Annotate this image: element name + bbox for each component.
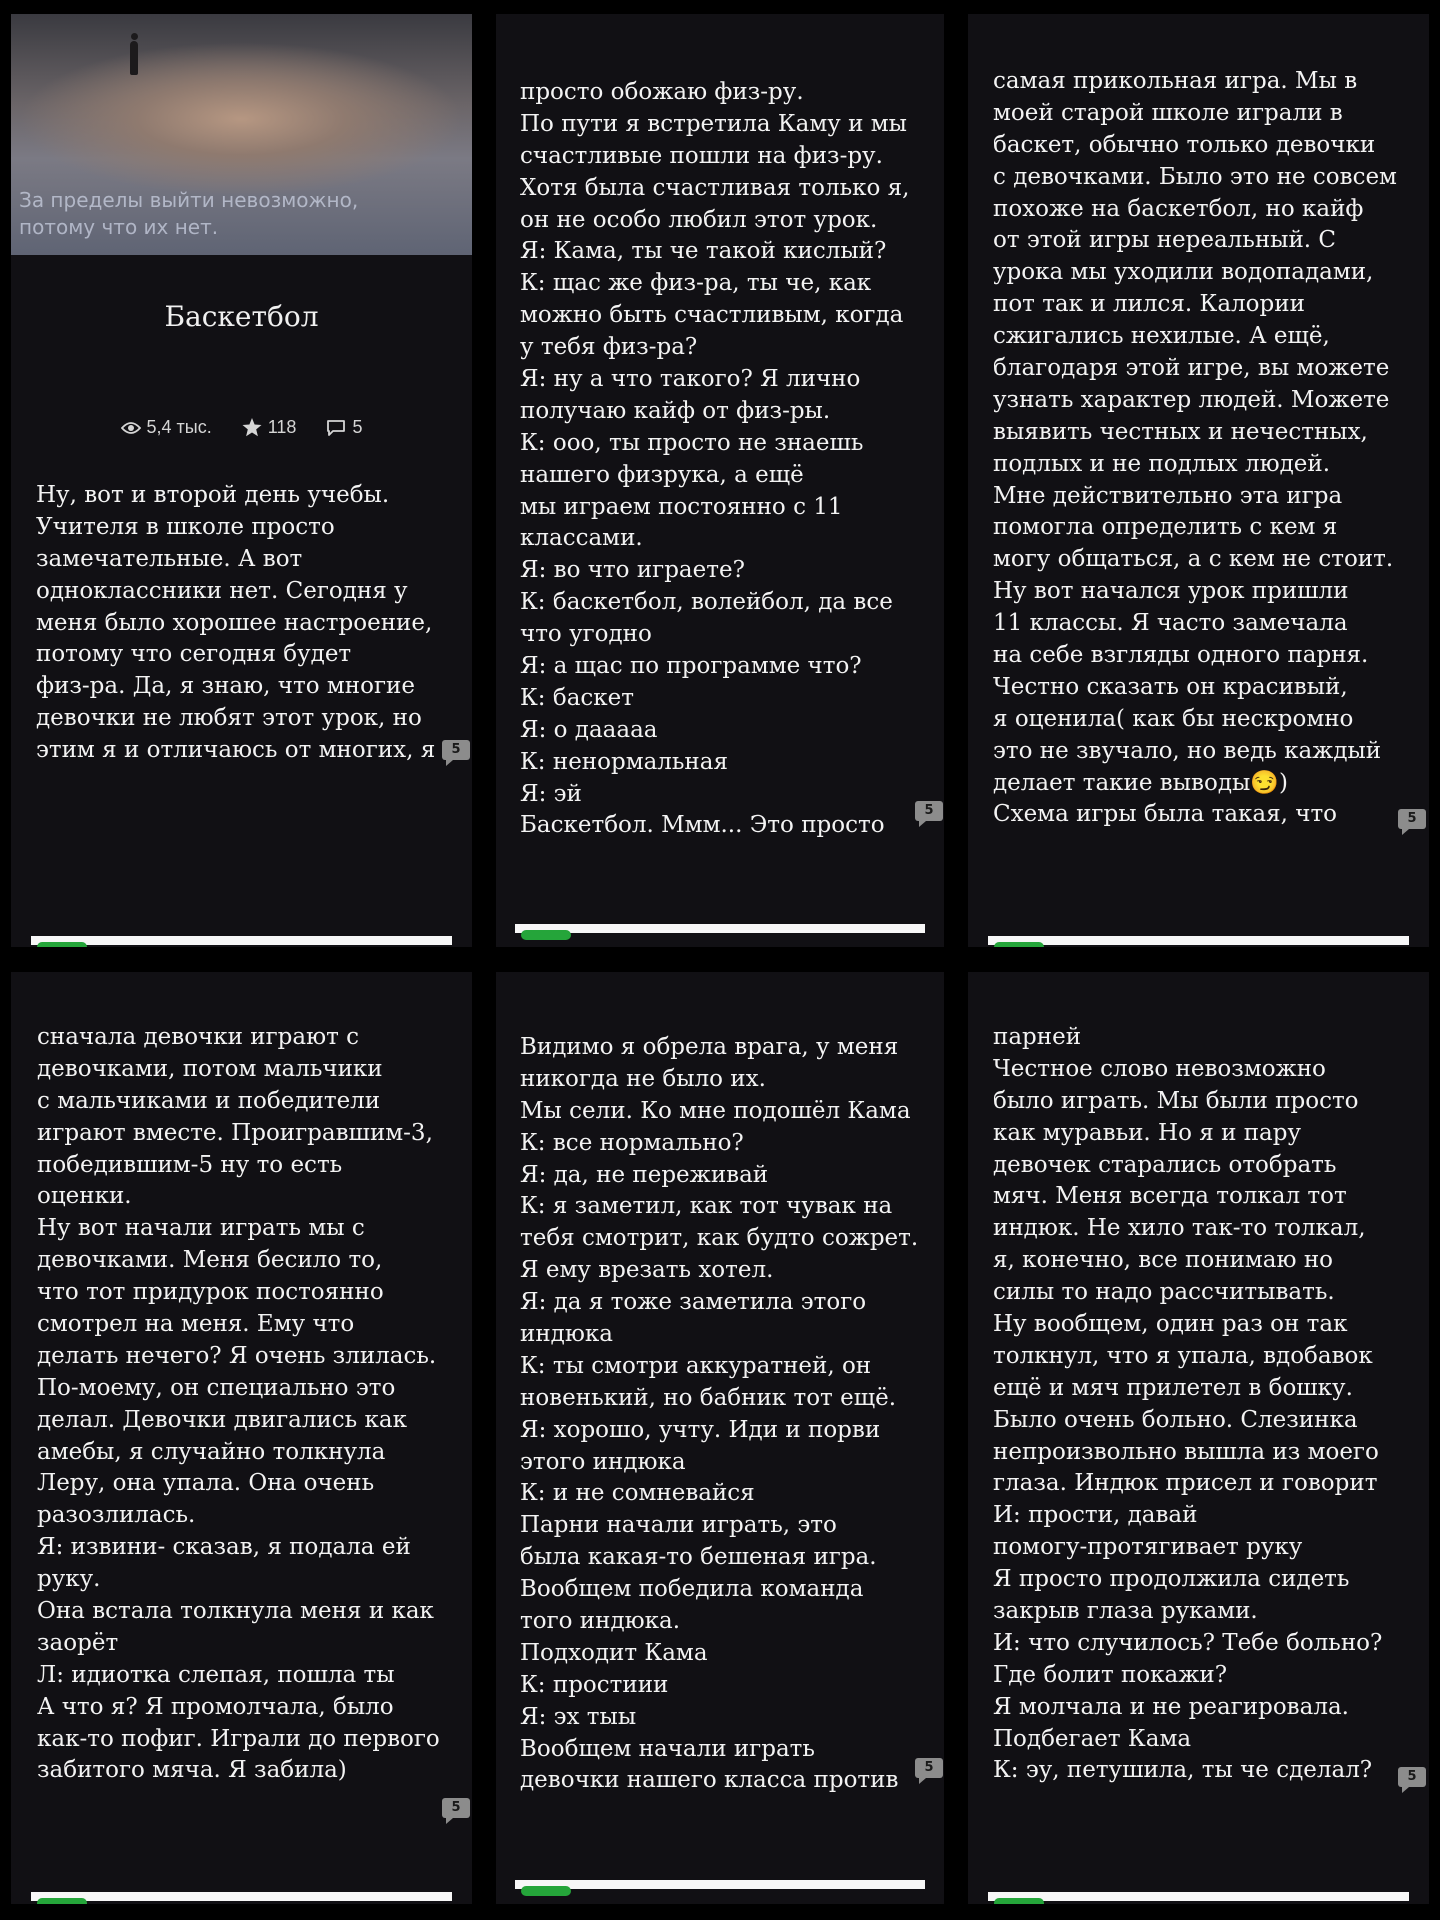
text-line: По пути я встретила Каму и мы [520, 110, 907, 137]
text-line: Видимо я обрела врага, у меня [520, 1034, 899, 1060]
text-line: закрыв глаза руками. [993, 1598, 1258, 1625]
text-line: от этой игры нереальный. С [993, 227, 1337, 254]
text-line: девочками, потом мальчики [37, 1055, 383, 1082]
text-line: А что я? Я промолчала, было [37, 1693, 394, 1720]
story-page-1 [11, 14, 472, 947]
stars-count: 118 [267, 417, 297, 437]
text-line: помогла определить с кем я [993, 514, 1338, 541]
text-line: Ну вот начался урок пришли [993, 578, 1349, 605]
text-line: По-моему, он специально это [37, 1374, 396, 1401]
text-line: Ну вообщем, один раз он так [993, 1311, 1348, 1338]
text-line: могу общаться, а с кем не стоит. [993, 546, 1394, 573]
text-line: К: ооо, ты просто не знаешь [520, 429, 864, 456]
text-line: моей старой школе играли в [993, 99, 1343, 126]
text-line: мяч. Меня всегда толкал тот [993, 1183, 1347, 1210]
views-count: 5,4 тыс. [146, 417, 212, 437]
text-line: Честное слово невозможно [993, 1055, 1326, 1082]
text-line: Мне действительно эта игра [993, 482, 1343, 509]
text-line: Ну, вот и второй день учебы. [36, 482, 390, 508]
page-text [993, 1022, 1382, 1787]
text-line: я оценила( как бы нескромно [993, 705, 1354, 732]
text-line: девочек старались отобрать [993, 1151, 1337, 1178]
story-cover-image[interactable] [11, 14, 472, 255]
views-stat [121, 417, 212, 438]
text-line: меня было хорошее настроение, [36, 609, 433, 636]
text-line: глаза. Индюк присел и говорит [993, 1470, 1378, 1497]
text-line: Хотя была счастливая только я, [520, 174, 910, 201]
text-line: сжигались нехилые. А ещё, [993, 323, 1330, 350]
text-line: К: щас же физ-ра, ты че, как [520, 270, 872, 297]
text-line: классами. [520, 525, 643, 552]
text-line: К: ты смотри аккуратней, он [520, 1352, 872, 1379]
text-line: была какая-то бешеная игра. [520, 1544, 877, 1571]
text-line: сначала девочки играют с [37, 1024, 360, 1050]
green-action-button[interactable] [37, 1898, 87, 1904]
text-line: Л: идиотка слепая, пошла ты [37, 1661, 395, 1688]
text-line: смотрел на меня. Ему что [37, 1311, 355, 1338]
text-line: Я: а щас по программе что? [520, 653, 862, 680]
text-line: парней [993, 1024, 1082, 1050]
text-line: Подбегает Кама [993, 1725, 1192, 1752]
text-line: играют вместе. Проигравшим-3, [37, 1119, 433, 1146]
text-line: это не звучало, но ведь каждый [993, 737, 1382, 764]
text-line: Парни начали играть, это [520, 1512, 837, 1539]
text-line: того индюка. [520, 1608, 681, 1635]
text-line: что тот придурок постоянно [37, 1279, 384, 1306]
text-line: Я: да, не переживай [520, 1161, 769, 1188]
cover-caption [19, 187, 358, 241]
text-line: новенький, но бабник тот ещё. [520, 1384, 897, 1411]
bottom-toolbar [515, 924, 925, 933]
text-line: И: прости, давай [993, 1502, 1198, 1529]
page-text [520, 1032, 918, 1797]
story-page-3 [968, 14, 1429, 947]
text-line: Учителя в школе просто [36, 513, 335, 540]
green-action-button[interactable] [521, 930, 571, 940]
text-line: Мы сели. Ко мне подошёл Кама [520, 1097, 911, 1124]
text-line: благодаря этой игре, вы можете [993, 355, 1390, 382]
text-line: забитого мяча. Я забила) [37, 1757, 347, 1784]
text-line: амебы, я случайно толкнула [37, 1438, 386, 1465]
comment-icon [326, 419, 346, 437]
text-line: делать нечего? Я очень злилась. [37, 1342, 437, 1369]
paragraph-comment-badge[interactable]: 5 [442, 740, 470, 760]
text-line: разозлилась. [37, 1502, 196, 1529]
text-line: помогу-протягивает руку [993, 1534, 1303, 1561]
green-action-button[interactable] [521, 1886, 571, 1896]
text-line: К: баскетбол, волейбол, да все [520, 589, 893, 616]
text-line: замечательные. А вот [36, 545, 303, 572]
text-line: этим я и отличаюсь от многих, я [36, 737, 436, 764]
text-line: ещё и мяч прилетел в бошку. [993, 1374, 1353, 1401]
green-action-button[interactable] [994, 942, 1044, 947]
bottom-toolbar [988, 936, 1409, 945]
text-line: делает такие выводы😏) [993, 769, 1288, 796]
text-line: выявить честных и нечестных, [993, 418, 1368, 445]
text-line: силы то надо рассчитывать. [993, 1279, 1335, 1306]
text-line: баскет, обычно только девочки [993, 131, 1376, 158]
text-line: можно быть счастливым, когда [520, 302, 904, 329]
text-line: Я просто продолжила сидеть [993, 1566, 1350, 1593]
text-line: К: простиии [520, 1671, 669, 1698]
paragraph-comment-badge[interactable]: 5 [915, 801, 943, 821]
text-line: просто обожаю физ-ру. [520, 79, 804, 105]
text-line: индюка [520, 1321, 613, 1348]
text-line: толкнул, что я упала, вдобавок [993, 1342, 1373, 1369]
story-page-5 [496, 972, 944, 1904]
text-line: Я: ну а что такого? Я лично [520, 366, 861, 393]
text-line: победившим-5 ну то есть [37, 1151, 343, 1178]
text-line: К: баскет [520, 684, 635, 711]
text-line: счастливые пошли на физ-ру. [520, 142, 883, 169]
story-stats [11, 417, 472, 438]
text-line: узнать характер людей. Можете [993, 386, 1390, 413]
text-line: Баскетбол. Ммм... Это просто [520, 812, 885, 839]
text-line: потому что сегодня будет [36, 641, 352, 668]
text-line: девочки не любят этот урок, но [36, 705, 422, 732]
text-line: Я: хорошо, учту. Иди и порви [520, 1416, 881, 1443]
comments-stat[interactable] [326, 417, 362, 438]
text-line: Я молчала и не реагировала. [993, 1693, 1349, 1720]
story-page-6 [968, 972, 1429, 1904]
text-line: Было очень больно. Слезинка [993, 1406, 1358, 1433]
bottom-toolbar [31, 1892, 452, 1901]
paragraph-comment-badge[interactable]: 5 [915, 1758, 943, 1778]
story-page-2 [496, 14, 944, 947]
text-line: К: все нормально? [520, 1129, 744, 1156]
bottom-toolbar [31, 936, 452, 945]
text-line: Я: извини- сказав, я подала ей [37, 1534, 411, 1561]
text-line: Ну вот начали играть мы с [37, 1215, 365, 1242]
text-line: одноклассники нет. Сегодня у [36, 577, 408, 604]
text-line: самая прикольная игра. Мы в [993, 68, 1358, 94]
text-line: Вообщем победила команда [520, 1576, 864, 1603]
cover-caption-line: За пределы выйти невозможно, [19, 188, 359, 212]
paragraph-comment-badge[interactable]: 5 [1398, 809, 1426, 829]
text-line: заорёт [37, 1629, 119, 1656]
bottom-toolbar [515, 1880, 925, 1889]
text-line: подлых и не подлых людей. [993, 450, 1331, 477]
text-line: получаю кайф от физ-ры. [520, 397, 831, 424]
text-line: Я: во что играете? [520, 557, 745, 584]
text-line: этого индюка [520, 1448, 686, 1475]
text-line: Честно сказать он красивый, [993, 673, 1348, 700]
text-line: девочками. Меня бесило то, [37, 1247, 383, 1274]
paragraph-comment-badge[interactable]: 5 [442, 1798, 470, 1818]
stars-stat[interactable] [242, 417, 297, 438]
comments-count: 5 [352, 417, 363, 437]
text-line: тебя смотрит, как будто сожрет. [520, 1225, 919, 1252]
text-line: Я: Кама, ты че такой кислый? [520, 238, 887, 265]
text-line: мы играем постоянно с 11 [520, 493, 843, 520]
text-line: руку. [37, 1566, 101, 1593]
text-line: девочки нашего класса против [520, 1767, 899, 1794]
eye-icon [121, 421, 141, 435]
text-line: похоже на баскетбол, но кайф [993, 195, 1364, 222]
text-line: было играть. Мы были просто [993, 1087, 1359, 1114]
text-line: делал. Девочки двигались как [37, 1406, 407, 1433]
text-line: К: эу, петушила, ты че сделал? [993, 1757, 1373, 1784]
text-line: Схема игры была такая, что [993, 801, 1338, 828]
text-line: индюк. Не хило так-то толкал, [993, 1215, 1366, 1242]
text-line: никогда не было их. [520, 1065, 766, 1092]
text-line: Я ему врезать хотел. [520, 1257, 774, 1284]
text-line: оценки. [37, 1183, 132, 1210]
star-icon [242, 418, 262, 437]
text-line: с девочками. Было это не совсем [993, 163, 1397, 190]
text-line: непроизвольно вышла из моего [993, 1438, 1379, 1465]
page-text [37, 1022, 440, 1787]
text-line: он не особо любил этот урок. [520, 206, 878, 233]
text-line: у тебя физ-ра? [520, 334, 698, 361]
page-text [520, 77, 909, 842]
text-line: К: ненормальная [520, 748, 728, 775]
green-action-button[interactable] [37, 942, 87, 947]
text-line: 11 классы. Я часто замечала [993, 610, 1348, 637]
text-line: я, конечно, все понимаю но [993, 1247, 1334, 1274]
text-line: с мальчиками и победители [37, 1087, 381, 1114]
lone-figure-silhouette [130, 41, 138, 75]
paragraph-comment-badge[interactable]: 5 [1398, 1767, 1426, 1787]
text-line: Подходит Кама [520, 1639, 708, 1666]
text-line: Она встала толкнула меня и как [37, 1598, 434, 1625]
text-line: нашего физрука, а ещё [520, 461, 804, 488]
text-line: как-то пофиг. Играли до первого [37, 1725, 440, 1752]
text-line: Леру, она упала. Она очень [37, 1470, 375, 1497]
text-line: пот так и лился. Калории [993, 291, 1305, 318]
cover-caption-line: потому что их нет. [19, 215, 219, 239]
text-line: на себе взгляды одного парня. [993, 642, 1369, 669]
page-text [36, 480, 435, 767]
text-line: К: я заметил, как тот чувак на [520, 1193, 893, 1220]
text-line: Вообщем начали играть [520, 1735, 815, 1762]
bottom-toolbar [988, 1892, 1409, 1901]
text-line: Я: да я тоже заметила этого [520, 1289, 867, 1316]
text-line: К: и не сомневайся [520, 1480, 755, 1507]
text-line: урока мы уходили водопадами, [993, 259, 1374, 286]
text-line: Я: эй [520, 780, 582, 807]
story-title: Баскетбол [164, 300, 319, 333]
text-line: как муравьи. Но я и пару [993, 1119, 1302, 1146]
text-line: физ-ра. Да, я знаю, что многие [36, 673, 415, 700]
story-page-4 [11, 972, 472, 1904]
green-action-button[interactable] [994, 1898, 1044, 1904]
page-text [993, 66, 1397, 831]
text-line: И: что случилось? Тебе больно? [993, 1629, 1383, 1656]
text-line: Я: о дааааа [520, 716, 658, 743]
text-line: что угодно [520, 621, 652, 648]
text-line: Я: эх тыы [520, 1703, 637, 1730]
text-line: Где болит покажи? [993, 1661, 1228, 1688]
